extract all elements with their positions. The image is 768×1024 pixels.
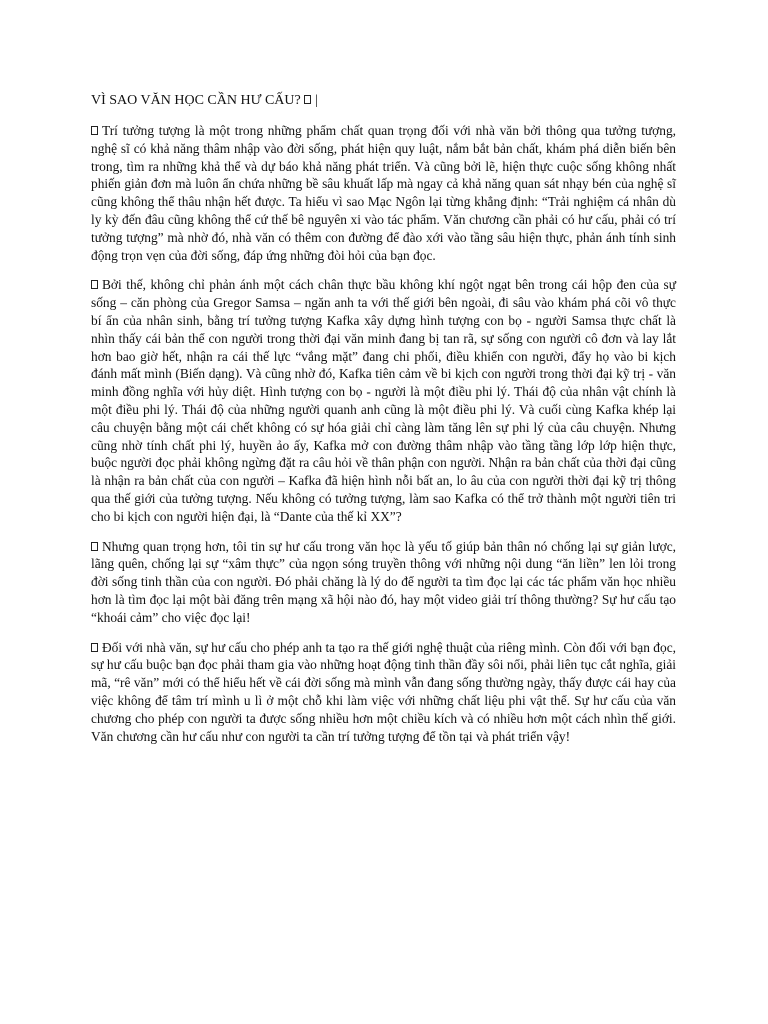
- paragraph-1-text: Trí tưởng tượng là một trong những phẩm chất quan trọng đối với nhà văn bởi thông qua tưởng tượng, nghệ sĩ có khả năng thâm nhập vào đời sống, phát hiện quy luật, nắm bắt bản chất, khám phá diễn biến bên trong, tìm ra những khả thể và dự báo khả năng phát triển. Và cũng bởi lẽ, hiện thực cuộc sống không nhất phiến giản đơn mà luôn ẩn chứa những bề sâu khuất lấp mà ngay cả khả năng quan sát nhạy bén của nghệ sĩ cũng không thể thâu nhận hết được. Ta hiểu vì sao Mạc Ngôn lại từng khẳng định: “Trải nghiệm cá nhân dù ly kỳ đến đâu cũng không thể cứ thế bê nguyên xi vào tác phẩm. Văn chương cần phải có hư cấu, phải có trí tưởng tượng” mà nhờ đó, nhà văn có thêm con đường để đào xới vào tầng sâu hiện thực, phản ánh tính sinh động trọn vẹn của đời sống, đáp ứng những đòi hỏi của bạn đọc.: [91, 123, 676, 263]
- paragraph-4-text: Đối với nhà văn, sự hư cấu cho phép anh ta tạo ra thế giới nghệ thuật của riêng mình. Còn đối với bạn đọc, sự hư cấu buộc bạn đọc phải tham gia vào những hoạt động tinh thần đầy sôi nổi, phải liên tục cắt nghĩa, giải mã, “rê văn” mới có thể hiểu hết về cái đời sống mà mình vẫn đang sống thường ngày, thấy được cái hay của việc không để tâm trí mình u lì ở một chỗ khi làm việc với những chất liệu phi vật thể. Sự hư cấu của văn chương cho phép con người ta được sống nhiều hơn một chiều kích và có nhiều hơn một cách nhìn thế giới. Văn chương cần hư cấu như con người ta cần trí tưởng tượng để tồn tại và phát triển vậy!: [91, 639, 676, 744]
- missing-glyph-icon: [91, 126, 98, 135]
- paragraph-3: [91, 538, 676, 627]
- paragraph-2: [91, 276, 676, 525]
- paragraph-4: [91, 639, 676, 746]
- missing-glyph-icon: [304, 95, 311, 104]
- document-title: VÌ SAO VĂN HỌC CẦN HƯ CẤU?: [91, 93, 301, 108]
- paragraph-2-text: Bởi thế, không chỉ phản ánh một cách chân thực bầu không khí ngột ngạt bên trong cái hộp đen của sự sống – căn phòng của Gregor Samsa – ngăn anh ta với thế giới bên ngoài, đi sâu vào khám phá cõi vô thực bí ẩn của nhân sinh, bằng trí tưởng tượng Kafka xây dựng hình tượng con bọ - người Samsa thực chất là nhìn thấy cái bản thể con người trong thời đại văn minh đang bị tan rã, sự sống con người cô đơn và lay lắt hơn bao giờ hết, nhận ra cái thế lực “vắng mặt” đang chi phối, điều khiển con người, đẩy họ vào bi kịch đánh mất mình (Biến dạng). Và cũng nhờ đó, Kafka tiên cảm về bi kịch con người trong thời đại kỹ trị - văn minh đồng nghĩa với hủy diệt. Hình tượng con bọ - người là một điều phi lý. Thái độ của nhân vật chính là một điều phi lý. Thái độ của những người quanh anh cũng là một điều phi lý. Và cuối cùng Kafka khép lại câu chuyện bằng một cái chết không có sự hóa giải chỉ càng làm tăng lên sự phi lý của câu chuyện. Nhưng cũng nhờ tính chất phi lý, huyền ảo ấy, Kafka mở con đường thâm nhập vào tầng tầng lớp lớp hiện thực, buộc người đọc phải không ngừng đặt ra câu hỏi về thân phận con người. Nhận ra bản chất của thời đại cũng là nhận ra bản chất của con người – Kafka đã hiện hình nỗi bất an, lo âu của con người thời đại kỹ trị thông qua thế giới của tưởng tượng. Nếu không có tưởng tượng, làm sao Kafka có thể trở thành một người tiên tri cho bi kịch con người hiện đại, là “Dante của thế kỉ XX”?: [91, 277, 676, 524]
- missing-glyph-icon: [91, 542, 98, 551]
- paragraph-3-text: Nhưng quan trọng hơn, tôi tin sự hư cấu trong văn học là yếu tố giúp bản thân nó chống lại sự giản lược, lãng quên, chống lại sự “xâm thực” của ngọn sóng truyền thông với những nội dung “ăn liền” len lỏi trong đời sống tinh thần của con người. Đó phải chăng là lý do để người ta tìm đọc lại các tác phẩm văn học nhiều hơn là tìm đọc lại một bài đăng trên mạng xã hội nào đó, hay một video giải trí thông thường? Sự hư cấu tạo “khoái cảm” cho việc đọc lại!: [91, 538, 676, 625]
- document-page: [91, 92, 676, 757]
- missing-glyph-icon: [91, 280, 98, 289]
- missing-glyph-icon: [91, 643, 98, 652]
- document-title-line: [91, 92, 676, 110]
- title-cursor: |: [315, 93, 319, 108]
- paragraph-1: [91, 122, 676, 264]
